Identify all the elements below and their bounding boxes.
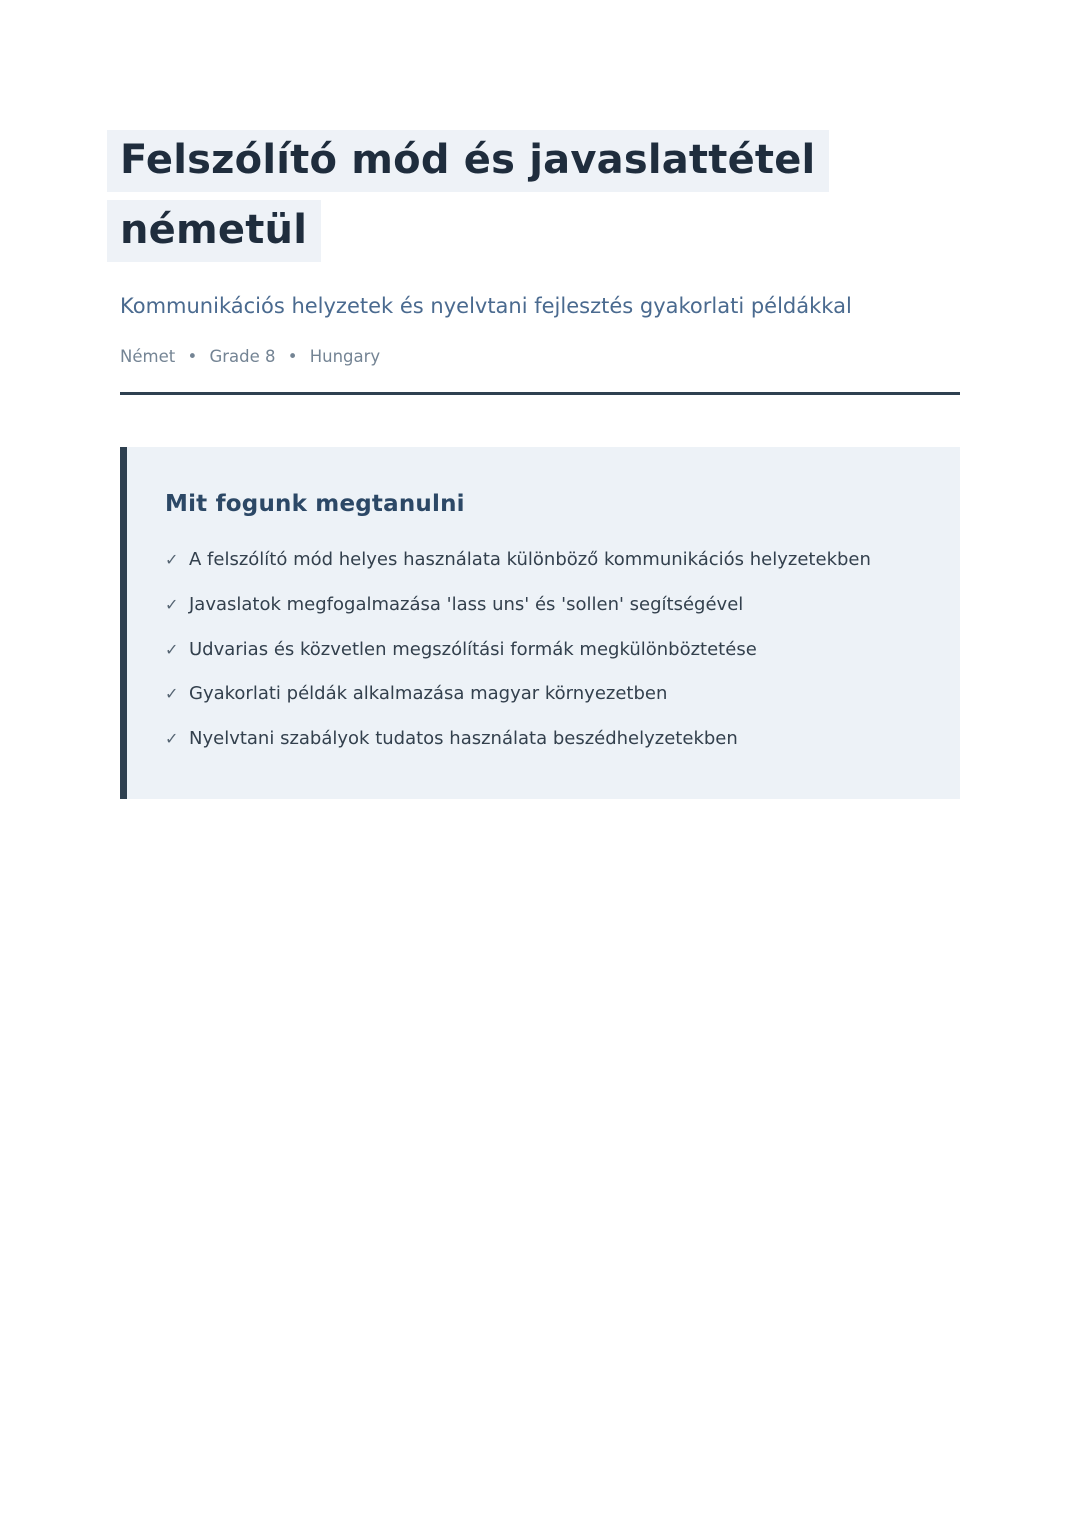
- checkmark-icon: ✓: [165, 639, 179, 659]
- objective-item: [165, 724, 920, 754]
- document-header: [120, 130, 960, 395]
- objective-text: Udvarias és közvetlen megszólítási formák megkülönböztetése: [189, 638, 757, 660]
- page-subtitle: Kommunikációs helyzetek és nyelvtani fejlesztés gyakorlati példákkal: [120, 294, 852, 318]
- objective-text: A felszólító mód helyes használata különböző kommunikációs helyzetekben: [189, 549, 871, 571]
- meta-separator-icon: •: [287, 347, 298, 367]
- page-title: [120, 130, 960, 262]
- learning-objectives-card: [120, 447, 960, 799]
- objective-item: [165, 679, 920, 709]
- objective-item: [165, 590, 920, 620]
- page-title-line-1: Felszólító mód és javaslattétel: [107, 130, 829, 192]
- checkmark-icon: ✓: [165, 550, 179, 570]
- objective-text: Nyelvtani szabályok tudatos használata beszédhelyzetekben: [189, 727, 738, 749]
- objectives-list: [165, 545, 920, 753]
- objective-item: [165, 545, 920, 575]
- meta-grade: Grade 8: [209, 347, 276, 367]
- objective-text: Javaslatok megfogalmazása 'lass uns' és 'sollen' segítségével: [189, 593, 744, 615]
- meta-subject: Német: [120, 347, 176, 367]
- lesson-page: [120, 0, 960, 799]
- meta-separator-icon: •: [187, 347, 198, 367]
- objective-item: [165, 635, 920, 665]
- checkmark-icon: ✓: [165, 594, 179, 614]
- meta-line: [120, 347, 960, 366]
- checkmark-icon: ✓: [165, 684, 179, 704]
- header-divider: [120, 392, 960, 395]
- page-title-line-2: németül: [107, 200, 321, 262]
- objective-text: Gyakorlati példák alkalmazása magyar környezetben: [189, 683, 668, 705]
- checkmark-icon: ✓: [165, 728, 179, 748]
- meta-country: Hungary: [309, 347, 381, 367]
- card-heading: Mit fogunk megtanulni: [165, 491, 465, 518]
